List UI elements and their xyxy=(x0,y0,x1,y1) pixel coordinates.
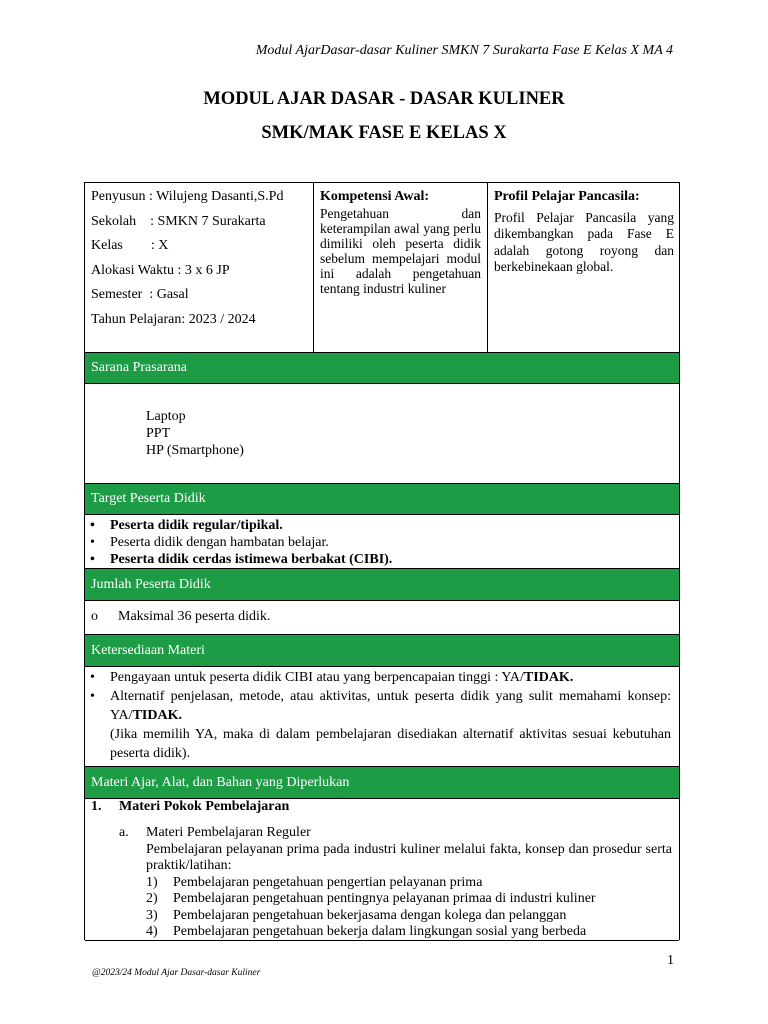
materi-heading: Materi Pokok Pembelajaran xyxy=(119,799,290,814)
materi-body xyxy=(85,799,679,941)
target-item: • Peserta didik regular/tipikal. xyxy=(85,517,679,534)
footer: @2023/24 Modul Ajar Dasar-dasar Kuliner xyxy=(92,968,261,978)
section-sarana: Sarana Prasarana xyxy=(85,353,679,384)
jumlah-body xyxy=(85,601,679,635)
module-table xyxy=(84,182,680,940)
kompetensi-cell xyxy=(314,183,488,352)
running-header: Modul AjarDasar-dasar Kuliner SMKN 7 Surakarta Fase E Kelas X MA 4 xyxy=(255,43,673,58)
page-title: MODUL AJAR DASAR - DASAR KULINER xyxy=(203,89,565,109)
semester: Semester : Gasal xyxy=(91,287,189,302)
identity-cell xyxy=(85,183,314,352)
ketersediaan-body xyxy=(85,667,679,767)
sekolah: Sekolah : SMKN 7 Surakarta xyxy=(91,213,266,229)
materi-sub xyxy=(146,825,672,941)
profil-cell xyxy=(488,183,679,352)
list-item: 2) Pembelajaran pengetahuan pentingnya pelayanan primaa di industri kuliner xyxy=(146,891,596,906)
sub-title: Materi Pembelajaran Reguler xyxy=(146,825,311,840)
kelas: Kelas : X xyxy=(91,238,169,253)
list-item: 1) Pembelajaran pengetahuan pengertian pelayanan prima xyxy=(146,874,483,890)
list-item: 4) Pembelajaran pengetahuan bekerja dalam lingkungan sosial yang berbeda xyxy=(146,924,587,939)
target-body xyxy=(85,515,679,569)
materi-list xyxy=(146,875,672,941)
target-item: • Peserta didik cerdas istimewa berbakat (CIBI). xyxy=(85,551,679,568)
page-number: 1 xyxy=(667,953,674,968)
ketersediaan-note: (Jika memilih YA, maka di dalam pembelajaran disediakan alternatif aktivitas sesuai kebutuhan peserta didik). xyxy=(110,727,671,761)
materi-intro: Pembelajaran pelayanan prima pada industri kuliner melalui fakta, konsep dan prosedur serta praktik/latihan: xyxy=(146,841,672,873)
sarana-body xyxy=(85,384,679,484)
kompetensi-text: Pengetahuan dan keterampilan awal yang perlu dimiliki oleh peserta didik sebelum mempelajari modul ini adalah pengetahuan tentang industri kuliner xyxy=(320,206,481,296)
kompetensi-heading: Kompetensi Awal: xyxy=(320,189,430,204)
profil-text: Profil Pelajar Pancasila yang dikembangkan pada Fase E adalah gotong royong dan berkebinekaan global. xyxy=(494,209,674,274)
sarana-item: PPT xyxy=(146,426,171,441)
sarana-item: Laptop xyxy=(146,409,186,424)
page-subtitle: SMK/MAK FASE E KELAS X xyxy=(261,123,507,143)
section-target: Target Peserta Didik xyxy=(85,484,679,515)
section-jumlah: Jumlah Peserta Didik xyxy=(85,569,679,601)
sub-letter: a. xyxy=(119,825,129,840)
sarana-item: HP (Smartphone) xyxy=(146,443,244,458)
profil-heading: Profil Pelajar Pancasila: xyxy=(494,189,640,204)
identity-row xyxy=(85,183,679,353)
circle-bullet: o xyxy=(91,609,98,624)
section-materi: Materi Ajar, Alat, dan Bahan yang Diperlukan xyxy=(85,767,679,799)
alokasi-waktu: Alokasi Waktu : 3 x 6 JP xyxy=(91,262,230,278)
target-item: • Peserta didik dengan hambatan belajar. xyxy=(85,534,679,551)
jumlah-item: Maksimal 36 peserta didik. xyxy=(118,609,271,624)
penyusun: Penyusun : Wilujeng Dasanti,S.Pd xyxy=(91,189,284,204)
list-item: 3) Pembelajaran pengetahuan bekerjasama dengan kolega dan pelanggan xyxy=(146,907,567,923)
ketersediaan-item-1: • Pengayaan untuk peserta didik CIBI atau yang berpencapaian tinggi : YA/TIDAK. xyxy=(85,668,671,687)
materi-number: 1. xyxy=(91,799,102,814)
section-ketersediaan: Ketersediaan Materi xyxy=(85,635,679,667)
ketersediaan-item-2: • Alternatif penjelasan, metode, atau aktivitas, untuk peserta didik yang sulit memahami konsep: YA/TIDAK. xyxy=(85,687,671,725)
tahun-pelajaran: Tahun Pelajaran: 2023 / 2024 xyxy=(91,311,256,327)
